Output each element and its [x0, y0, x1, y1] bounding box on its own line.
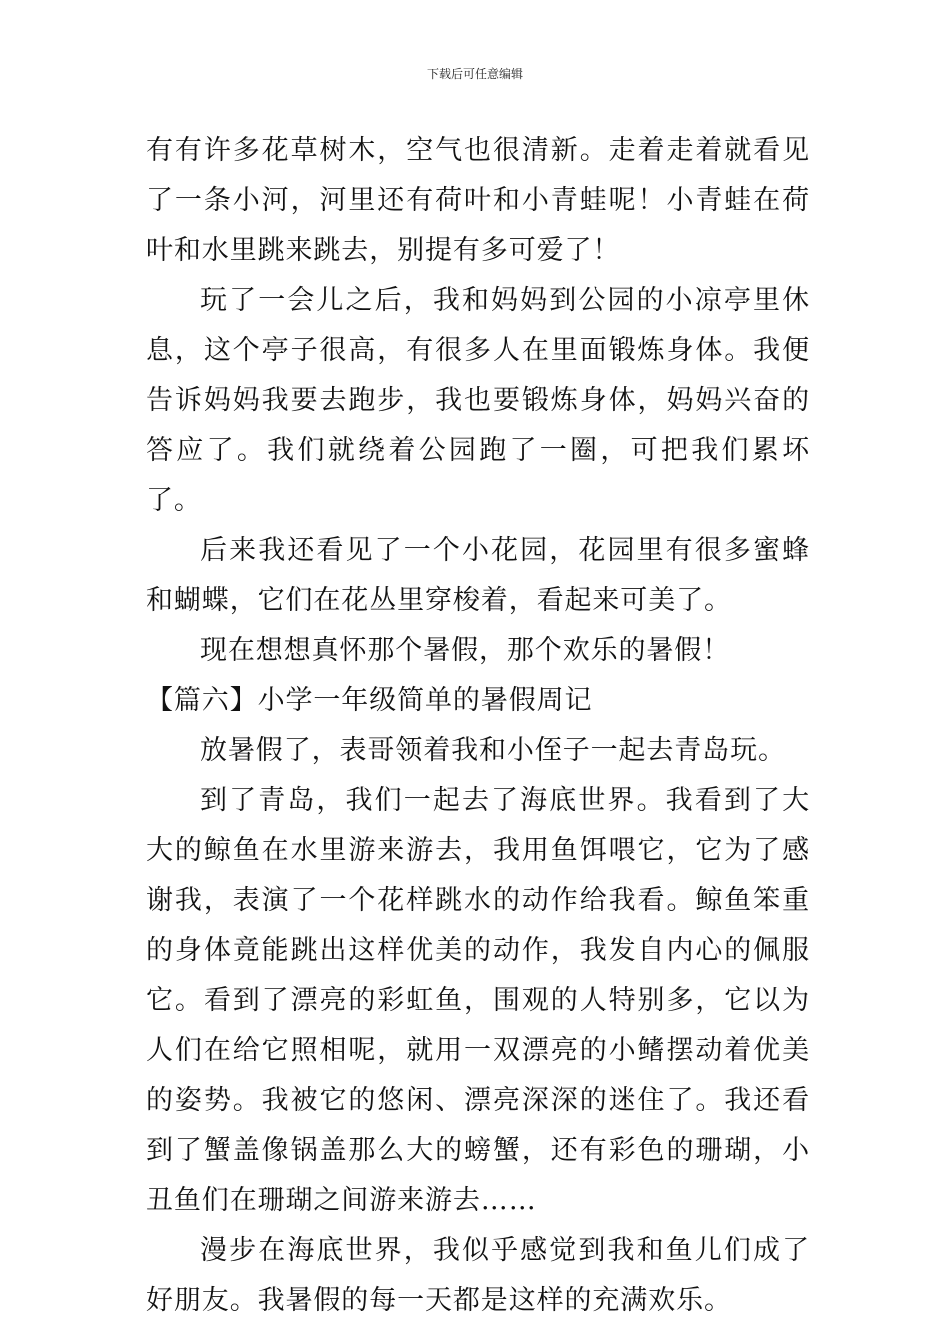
paragraph-trip: 放暑假了，表哥领着我和小侄子一起去青岛玩。 [200, 735, 786, 766]
paragraph-garden: 后来我还看见了一个小花园，花园里有很多蜜蜂和蝴蝶，它们在花丛里穿梭着，看起来可美了。 [146, 535, 810, 616]
page-header: 下载后可任意编辑 [426, 67, 523, 81]
paragraph-aquarium: 到了青岛，我们一起去了海底世界。我看到了大大的鲸鱼在水里游来游去，我用鱼饵喂它，它为了感谢我，表演了一个花样跳水的动作给我看。鲸鱼笨重的身体竟能跳出这样优美的动作，我发自内心的佩服它。看到了漂亮的彩虹鱼，围观的人特别多，它以为人们在给它照相呢，就用一双漂亮的小鳍摆动着优美的姿势。我被它的悠闲、漂亮深深的迷住了。我还看到了蟹盖像锅盖那么大的螃蟹，还有彩色的珊瑚，小丑鱼们在珊瑚之间游来游去…… [146, 785, 810, 1216]
paragraph-conclusion: 漫步在海底世界，我似乎感觉到我和鱼儿们成了好朋友。我暑假的每一天都是这样的充满欢乐。 [146, 1235, 810, 1316]
section-heading: 【篇六】小学一年级简单的暑假周记 [146, 685, 593, 716]
document-body [146, 126, 810, 1326]
paragraph-reflection: 现在想想真怀那个暑假，那个欢乐的暑假！ [200, 635, 731, 666]
paragraph-pavilion: 玩了一会儿之后，我和妈妈到公园的小凉亭里休息，这个亭子很高，有很多人在里面锻炼身体。我便告诉妈妈我要去跑步，我也要锻炼身体，妈妈兴奋的答应了。我们就绕着公园跑了一圈，可把我们累坏了。 [146, 285, 810, 516]
paragraph-continued: 有有许多花草树木，空气也很清新。走着走着就看见了一条小河，河里还有荷叶和小青蛙呢！小青蛙在荷叶和水里跳来跳去，别提有多可爱了！ [146, 135, 810, 266]
